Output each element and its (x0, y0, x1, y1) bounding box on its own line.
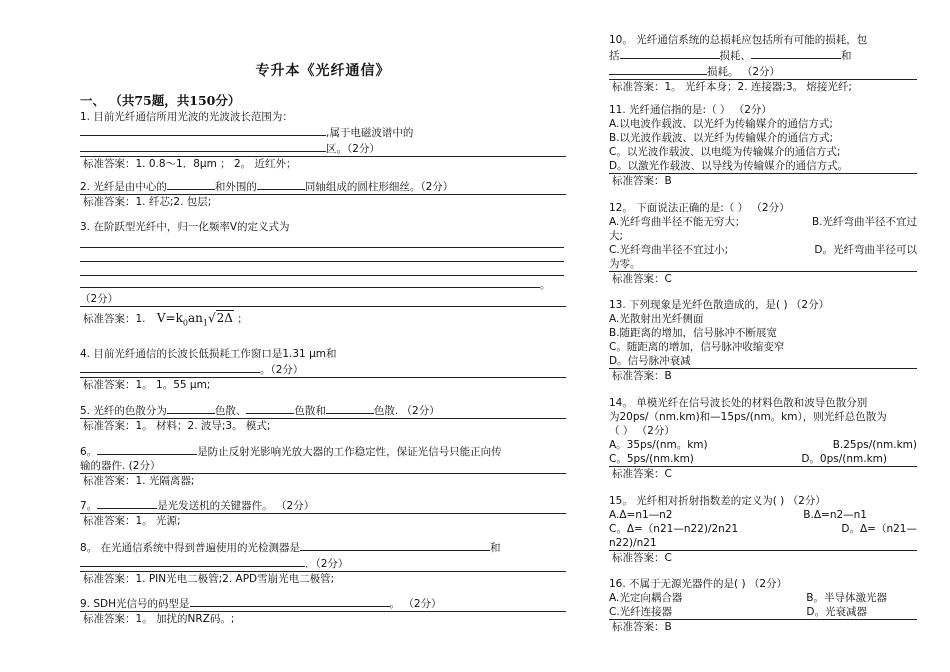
q5-blank-2[interactable] (246, 402, 294, 414)
q8-blank-1[interactable] (300, 539, 490, 551)
question-14 (609, 396, 917, 481)
q3-blank-line-3[interactable] (80, 262, 564, 276)
q16-answer: 标准答案：B (609, 619, 917, 634)
q1-blank-1[interactable] (80, 124, 326, 136)
q1-blank-2[interactable] (80, 140, 326, 152)
question-4: 4. 目前光纤通信的长波长低损耗工作窗口是1.31 μm和 。（2分） 标准答案：1。 1。55 μm; (80, 347, 566, 392)
q12-option-d[interactable]: D。光纤弯曲半径可以 (814, 244, 917, 256)
q14-stem-1: 14。 单模光纤在信号波长处的材料色散和波导色散分别 (609, 397, 868, 409)
question-15: 15。 光纤相对折射指数差的定义为( ) （2分） A.Δ=n1—n2 B.Δ=n2—n1 C。Δ=（n21—n22)/2n21 D。Δ=（n21— n22)/n21 标准答案：C (609, 495, 917, 564)
q11-option-b[interactable]: B.以光波作载波、以光纤为传输媒介的通信方式; (609, 132, 834, 144)
question-6: 6。 是防止反射光影响光放大器的工作稳定性，保证光信号只能正向传 输的器件. (2分） 标准答案：1. 光隔离器; (80, 443, 566, 488)
q1-stem: 1. 目前光纤通信所用光波的光波波长范围为： (80, 111, 293, 123)
question-7: 7。 是光发送机的关键器件。 （2分） 标准答案：1。 光源; (80, 497, 566, 528)
question-16 (609, 577, 917, 634)
q2-blank-1[interactable] (167, 178, 215, 190)
q3-blank-line-2[interactable] (80, 248, 564, 262)
q16-option-d[interactable]: D。光衰减器 (806, 606, 867, 618)
q13-option-b[interactable]: B.随距离的增加，信号脉冲不断展宽 (609, 327, 778, 339)
q12-option-c[interactable]: C.光纤弯曲半径不宜过小; (609, 244, 729, 256)
q10-answer: 标准答案：1。 光纤本身；2. 连接器;3。 熔接光纤; (609, 79, 917, 94)
q15-stem: 15。 光纤相对折射指数差的定义为( ) （2分） (609, 495, 826, 507)
question-12: 12。 下面说法正确的是:（ ） （2分） A.光纤弯曲半径不能无穷大； B.光纤弯曲半径不宜过 大; C.光纤弯曲半径不宜过小; D。光纤弯曲半径可以 为零。 标准答案：C (609, 202, 917, 285)
q12-option-a[interactable]: A.光纤弯曲半径不能无穷大； (609, 216, 746, 228)
q5-answer: 标准答案：1。 材料；2. 波导;3。 模式; (80, 418, 566, 433)
q9-blank-1[interactable] (190, 595, 390, 607)
q16-stem: 16. 不属于无源光器件的是( ) （2分） (609, 578, 788, 590)
question-11 (609, 103, 917, 188)
q10-blank-3[interactable] (609, 63, 707, 75)
q3-formula: $V=k_0an_1√2\Delta$ (156, 311, 233, 328)
q11-option-a[interactable]: A.以电波作载波、以光纤为传输媒介的通信方式; (609, 118, 833, 130)
q13-answer: 标准答案：B (609, 368, 917, 383)
q5-blank-3[interactable] (326, 402, 374, 414)
q1-answer: 标准答案：1. 0.8～1．8μm ； 2。 近红外； (80, 156, 566, 171)
q6-blank-1[interactable] (97, 443, 197, 455)
q15-option-d[interactable]: D。Δ=（n21— (841, 523, 917, 535)
q10-stem: 10。 光纤通信系统的总损耗应包括所有可能的损耗，包 (609, 34, 868, 46)
q10-blank-2[interactable] (751, 47, 841, 59)
q3-blank-line-1[interactable] (80, 234, 564, 248)
q8-answer: 标准答案：1. PIN光电二极管;2. APD雪崩光电二极管; (80, 571, 566, 586)
q11-option-c[interactable]: C。以光波作载波、以电缆为传输媒介的通信方式; (609, 146, 841, 158)
q11-answer: 标准答案：B (609, 173, 917, 188)
question-13 (609, 298, 917, 383)
q14-stem-2: 为20ps/（nm.km)和—15ps/(nm。km），则光纤总色散为 (609, 411, 887, 423)
section-heading: 一、 （共75题，共150分） (80, 93, 241, 108)
q9-answer: 标准答案：1。 加扰的NRZ码。; (80, 611, 566, 626)
question-1: 1. 目前光纤通信所用光波的光波波长范围为： ,属于电磁波谱中的 区。（2分） 标准答案：1. 0.8～1．8μm ； 2。 近红外； (80, 110, 566, 171)
question-8: 8。 在光通信系统中得到普遍使用的光检测器是 和 ．（2分） 标准答案：1. PIN光电二极管;2. APD雪崩光电二极管; (80, 539, 566, 586)
q5-blank-1[interactable] (167, 402, 215, 414)
q14-answer: 标准答案：C (609, 466, 917, 481)
q14-option-b[interactable]: B.25ps/(nm.km) (832, 439, 917, 451)
q2-blank-2[interactable] (257, 178, 305, 190)
q3-blank-line-4[interactable] (80, 276, 540, 288)
question-10: 10。 光纤通信系统的总损耗应包括所有可能的损耗，包 括 损耗、 和 损耗。 （2分） 标准答案：1。 光纤本身；2. 连接器;3。 熔接光纤; (609, 33, 917, 94)
q15-option-a[interactable]: A.Δ=n1—n2 (609, 509, 673, 521)
page-title: 专升本《光纤通信》 (255, 63, 391, 79)
q3-stem: 3. 在阶跃型光纤中，归一化频率V的定义式为 (80, 221, 290, 233)
q12-stem: 12。 下面说法正确的是:（ ） （2分） (609, 202, 790, 214)
question-5: 5. 光纤的色散分为 色散、 色散和 色散. （2分） 标准答案：1。 材料；2. 波导;3。 模式; (80, 402, 566, 433)
q14-stem-3: （ ） （2分） (609, 425, 675, 437)
q3-score: （2分） (80, 293, 119, 305)
q11-option-d[interactable]: D。以激光作载波、以导线为传输媒介的通信方式。 (609, 160, 849, 172)
q13-option-a[interactable]: A.光散射出光纤侧面 (609, 313, 704, 325)
q16-option-c[interactable]: C.光纤连接器 (609, 606, 673, 618)
q14-option-c[interactable]: C。5ps/(nm.km) (609, 453, 694, 465)
question-3: 3. 在阶跃型光纤中，归一化频率V的定义式为 。 （2分） 标准答案：1. $V=k_0an_1√2\Delta$ ； (80, 220, 566, 330)
q4-stem: 4. 目前光纤通信的长波长低损耗工作窗口是1.31 μm和 (80, 348, 337, 360)
q10-blank-1[interactable] (620, 47, 720, 59)
q8-blank-2[interactable] (80, 555, 305, 567)
q7-blank-1[interactable] (97, 497, 157, 509)
question-9: 9. SDH光信号的码型是 。 （2分） 标准答案：1。 加扰的NRZ码。; (80, 595, 566, 626)
q4-blank-1[interactable] (80, 361, 260, 373)
q3-answer: 标准答案：1. $V=k_0an_1√2\Delta$ ； (80, 306, 566, 330)
q16-option-b[interactable]: B。半导体激光器 (806, 592, 887, 604)
q7-answer: 标准答案：1。 光源; (80, 513, 566, 528)
q2-answer: 标准答案：1. 纤芯;2. 包层; (80, 194, 566, 209)
q16-option-a[interactable]: A.光定向耦合器 (609, 592, 683, 604)
q13-option-c[interactable]: C。随距离的增加，信号脉冲收缩变窄 (609, 341, 785, 353)
q13-stem: 13. 下列现象是光纤色散造成的，是( ) （2分） (609, 299, 830, 311)
q12-option-b[interactable]: B.光纤弯曲半径不宜过 (811, 216, 917, 228)
q12-answer: 标准答案：C (609, 271, 917, 286)
q14-option-d[interactable]: D。0ps/(nm.km) (801, 453, 887, 465)
q15-option-c[interactable]: C。Δ=（n21—n22)/2n21 (609, 523, 739, 535)
q4-answer: 标准答案：1。 1。55 μm; (80, 377, 566, 392)
q13-option-d[interactable]: D。信号脉冲衰减 (609, 355, 691, 367)
question-2: 2. 光纤是由中心的 和外围的 同轴组成的圆柱形细丝。（2分） 标准答案：1. 纤芯;2. 包层; (80, 178, 566, 209)
q11-stem: 11. 光纤通信指的是:（ ） （2分） (609, 104, 772, 116)
q15-option-b[interactable]: B.Δ=n2—n1 (803, 509, 867, 521)
q6-answer: 标准答案：1. 光隔离器; (80, 473, 566, 488)
q15-answer: 标准答案：C (609, 550, 917, 565)
q14-option-a[interactable]: A。35ps/(nm。km) (609, 439, 708, 451)
